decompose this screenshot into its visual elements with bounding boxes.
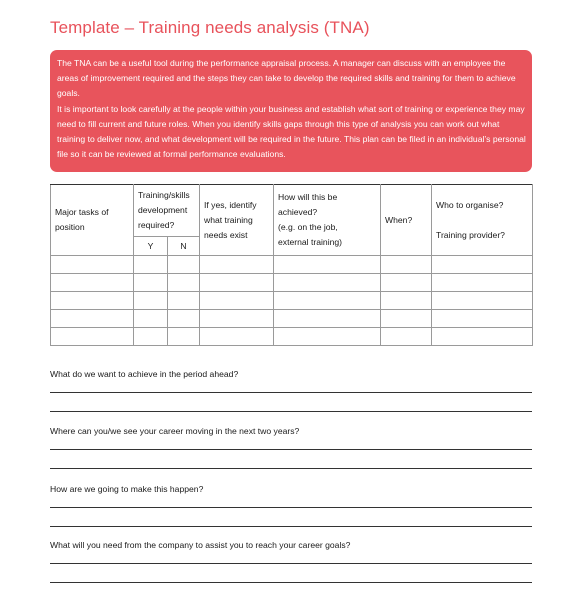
- intro-box: [50, 50, 532, 172]
- table-row: [51, 328, 533, 346]
- table-cell[interactable]: [134, 292, 168, 310]
- table-cell[interactable]: [134, 310, 168, 328]
- intro-paragraph-2: It is important to look carefully at the people within your business and establish what sort of training or experience they may need to fill current and future roles. When you identify skills gaps through this type of analysis you can work out what training to deliver now, and what development will be required in the future. This plan can be filed in an individual’s personal file so it can be reviewed at formal performance evaluations.: [57, 103, 526, 160]
- answer-line[interactable]: [50, 449, 532, 450]
- header-identify-needs: If yes, identify what training needs exist: [200, 185, 274, 256]
- table-cell[interactable]: [51, 292, 134, 310]
- header-when: When?: [381, 185, 432, 256]
- table-cell[interactable]: [168, 310, 200, 328]
- question-make-happen: [50, 484, 532, 527]
- header-training-required: Training/skills development required?: [134, 185, 200, 237]
- question-label: What will you need from the company to assist you to reach your career goals?: [50, 540, 351, 550]
- table-cell[interactable]: [168, 274, 200, 292]
- question-career: [50, 426, 532, 469]
- answer-line[interactable]: [50, 392, 532, 393]
- question-company-assist: [50, 540, 532, 583]
- table-cell[interactable]: [432, 310, 533, 328]
- header-yes: Y: [134, 237, 168, 256]
- table-cell[interactable]: [134, 274, 168, 292]
- table-cell[interactable]: [274, 328, 381, 346]
- table-row: [51, 310, 533, 328]
- table-cell[interactable]: [432, 328, 533, 346]
- intro-paragraph-1: The TNA can be a useful tool during the performance appraisal process. A manager can discuss with an employee the areas of improvement required and the steps they can take to develop the required skills and training for them to achieve goals.: [57, 58, 516, 99]
- question-label: How are we going to make this happen?: [50, 484, 204, 494]
- table-cell[interactable]: [168, 328, 200, 346]
- table-cell[interactable]: [381, 274, 432, 292]
- question-achieve: [50, 369, 532, 412]
- table-cell[interactable]: [168, 292, 200, 310]
- table-row: [51, 274, 533, 292]
- header-no: N: [168, 237, 200, 256]
- table-cell[interactable]: [432, 292, 533, 310]
- page-title: Template – Training needs analysis (TNA): [50, 18, 370, 37]
- answer-line[interactable]: [50, 526, 532, 527]
- header-how-achieved: How will this be achieved? (e.g. on the job, external training): [274, 185, 381, 256]
- answer-line[interactable]: [50, 563, 532, 564]
- answer-line[interactable]: [50, 507, 532, 508]
- answer-line[interactable]: [50, 468, 532, 469]
- table-row: [51, 256, 533, 274]
- table-cell[interactable]: [51, 256, 134, 274]
- table-cell[interactable]: [134, 328, 168, 346]
- table-cell[interactable]: [200, 310, 274, 328]
- table-cell[interactable]: [381, 328, 432, 346]
- table-cell[interactable]: [51, 328, 134, 346]
- table-cell[interactable]: [51, 274, 134, 292]
- table-cell[interactable]: [381, 310, 432, 328]
- table-row: [51, 292, 533, 310]
- table-cell[interactable]: [274, 256, 381, 274]
- header-who-organise: Who to organise? Training provider?: [432, 185, 533, 256]
- table-cell[interactable]: [381, 292, 432, 310]
- table-cell[interactable]: [432, 256, 533, 274]
- table-cell[interactable]: [200, 292, 274, 310]
- question-label: Where can you/we see your career moving in the next two years?: [50, 426, 300, 436]
- table-cell[interactable]: [274, 310, 381, 328]
- table-cell[interactable]: [200, 256, 274, 274]
- answer-line[interactable]: [50, 582, 532, 583]
- question-label: What do we want to achieve in the period ahead?: [50, 369, 239, 379]
- table-cell[interactable]: [274, 292, 381, 310]
- table-cell[interactable]: [134, 256, 168, 274]
- table-cell[interactable]: [381, 256, 432, 274]
- header-major-tasks: Major tasks of position: [51, 185, 134, 256]
- table-cell[interactable]: [432, 274, 533, 292]
- answer-line[interactable]: [50, 411, 532, 412]
- table-cell[interactable]: [200, 274, 274, 292]
- table-cell[interactable]: [51, 310, 134, 328]
- table-cell[interactable]: [274, 274, 381, 292]
- tna-table: [50, 184, 533, 346]
- table-cell[interactable]: [168, 256, 200, 274]
- table-cell[interactable]: [200, 328, 274, 346]
